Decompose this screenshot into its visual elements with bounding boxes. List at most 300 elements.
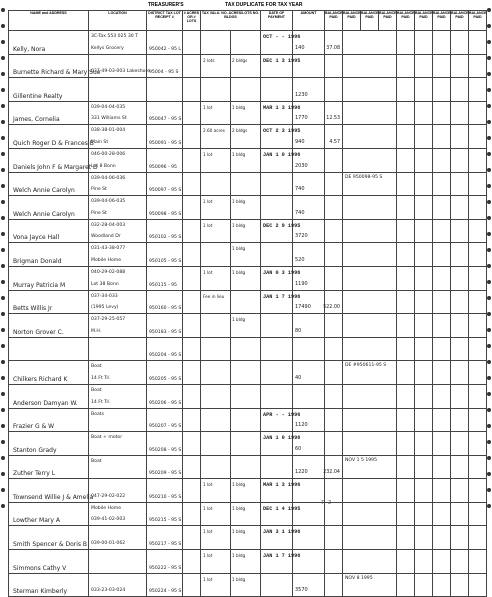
empty-balance-cell	[415, 502, 433, 526]
taxpayer-name: Welch Annie Carolyn	[13, 187, 75, 195]
receipt-number: 950042 - 95 L	[149, 46, 181, 52]
date-cell	[261, 266, 301, 290]
empty-balance-cell	[433, 290, 451, 314]
empty-balance-cell	[469, 479, 487, 503]
empty-balance-cell	[469, 455, 487, 479]
location-line-1: Mobile Home	[91, 505, 122, 511]
col-name: NAME and ADDRESS	[9, 11, 89, 31]
amount-cell	[293, 314, 325, 338]
table-row	[9, 337, 487, 361]
empty-balance-cell	[397, 219, 415, 243]
receipt-number: 950209 - 95 S	[149, 471, 182, 477]
empty-balance-cell	[433, 125, 451, 149]
receipt-number: 950047 - 95 S	[149, 117, 182, 123]
payment-amount: 940	[295, 138, 305, 145]
district-cell	[147, 243, 183, 267]
amount-cell	[293, 337, 325, 361]
receipt-number: 950091 - 95 S	[149, 140, 182, 146]
location-cell	[89, 408, 147, 432]
note-cell	[343, 290, 397, 314]
location-cell	[89, 78, 147, 102]
note-cell	[343, 101, 397, 125]
lots-value: 1 lot	[203, 576, 213, 582]
lots-value: 1 lot	[203, 104, 213, 110]
table-row	[9, 219, 487, 243]
amount-cell	[293, 266, 325, 290]
table-row	[9, 384, 487, 408]
location-cell	[89, 31, 147, 55]
empty-balance-cell	[433, 384, 451, 408]
balance-value: 232.04	[323, 470, 340, 476]
receipt-number: 950207 - 95 S	[149, 424, 182, 430]
name-cell	[9, 243, 89, 267]
empty-balance-cell	[433, 148, 451, 172]
empty-balance-cell	[433, 101, 451, 125]
annotation: DE #950611-95 S	[345, 363, 387, 369]
date-cell	[261, 314, 293, 338]
empty-balance-cell	[451, 314, 469, 338]
location-cell	[89, 266, 147, 290]
empty-balance-cell	[415, 243, 433, 267]
district-cell	[147, 384, 183, 408]
taxpayer-name: Lowther Mary A	[13, 517, 60, 525]
district-cell	[147, 432, 183, 456]
location-cell	[89, 455, 147, 479]
balance-cell	[325, 550, 343, 574]
feed-hole	[1, 104, 5, 108]
feed-hole	[1, 264, 5, 268]
empty-balance-cell	[469, 432, 487, 456]
lots-value: 1 lot	[203, 222, 213, 228]
note-cell	[343, 337, 397, 361]
buildings-value: 1 bldg	[232, 576, 246, 582]
tax-ledger-table	[8, 10, 487, 597]
location-cell	[89, 101, 147, 125]
lots-cell	[201, 125, 231, 149]
receipt-number: 950098 - 95 S	[149, 211, 182, 217]
lots-value: 1 lot	[203, 505, 213, 511]
amount-cell	[293, 148, 325, 172]
buildings-value: 1 bldg	[232, 104, 246, 110]
amount-cell	[293, 526, 325, 550]
district-cell	[147, 550, 183, 574]
amount-cell	[293, 78, 325, 102]
taxpayer-name: Simmons Cathy V	[13, 564, 67, 572]
acres-cell	[183, 526, 201, 550]
acres-cell	[183, 78, 201, 102]
buildings-cell	[231, 196, 261, 220]
buildings-value: 1 bldg	[232, 222, 246, 228]
annotation: NOV 1 5 1995	[345, 457, 378, 463]
lots-cell	[201, 432, 231, 456]
table-row	[9, 101, 487, 125]
taxpayer-name: Vona Jayce Hall	[13, 234, 60, 242]
feed-hole	[487, 8, 491, 12]
buildings-cell	[231, 243, 261, 267]
feed-hole	[1, 136, 5, 140]
payment-date-stamp: OCT - - 1996	[263, 34, 301, 40]
receipt-number: 950215 - 95 S	[149, 518, 182, 524]
buildings-cell	[231, 502, 261, 526]
location-line-2: Main St	[91, 139, 109, 145]
note-cell	[343, 148, 397, 172]
amount-cell	[293, 219, 325, 243]
buildings-value: 1 bldg	[232, 553, 246, 559]
buildings-cell	[231, 550, 261, 574]
date-cell	[261, 78, 293, 102]
balance-cell	[325, 314, 343, 338]
feed-hole	[487, 488, 491, 492]
payment-date-stamp: JAN 3 1 1996	[263, 529, 301, 536]
table-row	[9, 196, 487, 220]
district-cell	[147, 219, 183, 243]
taxpayer-name: James, Cornelia	[13, 116, 60, 124]
table-row	[9, 502, 487, 526]
payment-amount: 2030	[295, 162, 308, 169]
payment-amount: 1190	[295, 280, 308, 287]
payment-amount: 740	[295, 209, 305, 216]
district-cell	[147, 502, 183, 526]
lots-value: 1 lot	[203, 151, 213, 157]
balance-cell	[325, 219, 343, 243]
lots-value: Fee in lieu	[203, 293, 225, 299]
empty-balance-cell	[415, 526, 433, 550]
empty-balance-cell	[433, 526, 451, 550]
name-cell	[9, 196, 89, 220]
empty-balance-cell	[397, 54, 415, 78]
buildings-cell	[231, 125, 261, 149]
name-cell	[9, 78, 89, 102]
empty-balance-cell	[469, 196, 487, 220]
feed-hole	[487, 136, 491, 140]
feed-hole	[1, 312, 5, 316]
acres-cell	[183, 125, 201, 149]
amount-cell	[293, 479, 325, 503]
location-line-2: M.H.	[91, 328, 102, 334]
empty-balance-cell	[451, 361, 469, 385]
table-row	[9, 432, 487, 456]
col-location: LOCATION	[89, 11, 147, 31]
empty-balance-cell	[469, 550, 487, 574]
location-line-1: Boat + motor	[91, 435, 123, 441]
location-line-2: 039-41-02-003	[91, 517, 126, 523]
empty-balance-cell	[415, 290, 433, 314]
feed-hole	[487, 200, 491, 204]
note-cell	[343, 550, 397, 574]
feed-hole	[1, 200, 5, 204]
feed-hole	[487, 264, 491, 268]
date-cell	[261, 526, 301, 550]
amount-cell	[293, 290, 325, 314]
lots-cell	[201, 455, 231, 479]
empty-balance-cell	[397, 502, 415, 526]
page-footer: - 7 - 2	[318, 500, 332, 506]
acres-cell	[183, 550, 201, 574]
location-cell	[89, 573, 147, 597]
empty-balance-cell	[415, 550, 433, 574]
location-cell	[89, 314, 147, 338]
location-line-1: 039-04-04-035	[91, 104, 126, 110]
lots-value: 1 lot	[203, 529, 213, 535]
feed-hole	[1, 168, 5, 172]
name-cell	[9, 384, 89, 408]
empty-balance-cell	[397, 101, 415, 125]
empty-balance-cell	[433, 266, 451, 290]
feed-hole	[487, 152, 491, 156]
receipt-number: 950115 - 95	[149, 282, 177, 288]
location-cell	[89, 172, 147, 196]
note-cell	[343, 573, 397, 597]
location-cell	[89, 361, 147, 385]
taxpayer-name: Betts Willis Jr	[13, 305, 53, 313]
location-cell	[89, 125, 147, 149]
note-cell	[343, 408, 397, 432]
buildings-cell	[231, 172, 261, 196]
feed-hole	[1, 328, 5, 332]
empty-balance-cell	[433, 361, 451, 385]
date-cell	[261, 337, 293, 361]
payment-date-stamp: JAN 1 0 1996	[263, 435, 301, 442]
location-line-2: Mobile Home	[91, 257, 122, 263]
taxpayer-name: Norton Grover C.	[13, 328, 64, 336]
receipt-number: 950224 - 95 S	[149, 589, 182, 595]
amount-cell	[293, 243, 325, 267]
buildings-value: 1 bldg	[232, 529, 246, 535]
feed-hole	[1, 504, 5, 508]
feed-hole	[487, 392, 491, 396]
feed-hole	[1, 392, 5, 396]
empty-balance-cell	[397, 550, 415, 574]
balance-cell	[325, 432, 343, 456]
district-cell	[147, 196, 183, 220]
note-cell	[343, 31, 397, 55]
receipt-number: 950105 - 95 S	[149, 258, 182, 264]
taxpayer-name: Chilkers Richard K	[13, 375, 68, 383]
lots-cell	[201, 573, 231, 597]
district-cell	[147, 266, 183, 290]
name-cell	[9, 455, 89, 479]
location-cell	[89, 502, 147, 526]
feed-hole	[1, 280, 5, 284]
taxpayer-name: Zuther Terry L	[13, 470, 56, 478]
table-row	[9, 361, 487, 385]
acres-cell	[183, 408, 201, 432]
feed-hole	[1, 408, 5, 412]
feed-hole	[1, 296, 5, 300]
location-line-2: 033-23-03-024	[91, 588, 126, 594]
empty-balance-cell	[415, 337, 433, 361]
empty-balance-cell	[451, 337, 469, 361]
col-acres: # ACRES OR # LOTS	[183, 11, 201, 31]
district-cell	[147, 337, 183, 361]
lots-value: 1 lot	[203, 482, 213, 488]
amount-cell	[293, 455, 325, 479]
col-balance-9: BALANCE PAID	[469, 11, 487, 31]
buildings-cell	[231, 526, 261, 550]
feed-hole	[1, 248, 5, 252]
empty-balance-cell	[397, 196, 415, 220]
payment-date-stamp: JAN 1 7 1996	[263, 293, 301, 300]
receipt-number: 950208 - 95 S	[149, 447, 182, 453]
empty-balance-cell	[451, 31, 469, 55]
table-row	[9, 125, 487, 149]
buildings-cell	[231, 408, 261, 432]
balance-cell	[325, 101, 343, 125]
date-cell	[261, 219, 301, 243]
lots-cell	[201, 314, 231, 338]
acres-cell	[183, 361, 201, 385]
empty-balance-cell	[451, 148, 469, 172]
col-district: DISTRICT TAX LOT RECEIPT #	[147, 11, 183, 31]
table-row	[9, 243, 487, 267]
feed-hole	[487, 248, 491, 252]
empty-balance-cell	[415, 361, 433, 385]
buildings-value: 1 bldg	[232, 317, 246, 323]
taxpayer-name: Frazier G & W	[13, 423, 55, 431]
location-cell	[89, 148, 147, 172]
lots-cell	[201, 408, 231, 432]
empty-balance-cell	[469, 573, 487, 597]
note-cell	[343, 314, 397, 338]
location-line-2: Pine St	[91, 210, 107, 216]
lots-cell	[201, 243, 231, 267]
empty-balance-cell	[415, 31, 433, 55]
empty-balance-cell	[397, 290, 415, 314]
feed-hole	[487, 88, 491, 92]
date-cell	[261, 455, 293, 479]
buildings-cell	[231, 573, 261, 597]
location-cell	[89, 196, 147, 220]
date-cell	[261, 172, 293, 196]
empty-balance-cell	[433, 196, 451, 220]
empty-balance-cell	[415, 219, 433, 243]
empty-balance-cell	[433, 550, 451, 574]
note-cell	[343, 266, 397, 290]
name-cell	[9, 125, 94, 149]
feed-hole	[487, 120, 491, 124]
name-cell	[9, 479, 94, 503]
empty-balance-cell	[397, 526, 415, 550]
feed-hole	[1, 344, 5, 348]
taxpayer-name: Anderson Damyan W.	[13, 399, 78, 407]
date-cell	[261, 502, 301, 526]
empty-balance-cell	[451, 78, 469, 102]
location-line-1: Boat	[91, 364, 102, 370]
note-cell	[343, 432, 397, 456]
empty-balance-cell	[397, 337, 415, 361]
feed-hole	[1, 88, 5, 92]
empty-balance-cell	[469, 148, 487, 172]
empty-balance-cell	[451, 550, 469, 574]
empty-balance-cell	[415, 78, 433, 102]
payment-date-stamp: OCT 2 3 1995	[263, 128, 301, 135]
empty-balance-cell	[433, 219, 451, 243]
payment-date-stamp: DEC 2 9 1995	[263, 222, 301, 229]
feed-hole	[487, 360, 491, 364]
lots-cell	[201, 384, 231, 408]
table-row	[9, 573, 487, 597]
payment-amount: 1220	[295, 469, 308, 476]
acres-cell	[183, 314, 201, 338]
acres-cell	[183, 172, 201, 196]
empty-balance-cell	[469, 408, 487, 432]
buildings-value: 1 bldg	[232, 246, 246, 252]
balance-cell	[325, 243, 343, 267]
feed-hole	[1, 488, 5, 492]
balance-cell	[325, 172, 343, 196]
payment-amount: 60	[295, 445, 302, 452]
district-cell	[147, 573, 183, 597]
receipt-number: 950096 - 95	[149, 164, 177, 170]
taxpayer-name: Stanton Grady	[13, 446, 57, 454]
taxpayer-name: Sterman Kimberly	[13, 588, 68, 596]
empty-balance-cell	[415, 148, 433, 172]
empty-balance-cell	[415, 101, 433, 125]
acres-cell	[183, 337, 201, 361]
payment-amount: 1230	[295, 91, 308, 98]
empty-balance-cell	[451, 408, 469, 432]
empty-balance-cell	[433, 314, 451, 338]
amount-cell	[293, 384, 325, 408]
location-line-1: 037-29-25-057	[91, 317, 126, 323]
feed-hole	[1, 40, 5, 44]
col-balance-7: BALANCE PAID	[433, 11, 451, 31]
empty-balance-cell	[415, 432, 433, 456]
acres-cell	[183, 31, 201, 55]
table-row	[9, 172, 487, 196]
empty-balance-cell	[397, 148, 415, 172]
payment-amount: 3720	[295, 233, 308, 240]
location-cell	[89, 54, 151, 78]
buildings-value: 1 bldg	[232, 199, 246, 205]
lots-cell	[201, 196, 231, 220]
ledger-body	[9, 31, 487, 597]
empty-balance-cell	[451, 125, 469, 149]
receipt-number: 95004 - 95 S	[149, 70, 179, 76]
empty-balance-cell	[469, 101, 487, 125]
balance-cell	[325, 408, 343, 432]
receipt-number: 950210 - 95 S	[149, 494, 182, 500]
name-cell	[9, 148, 98, 172]
acres-cell	[183, 219, 201, 243]
note-cell	[343, 502, 397, 526]
feed-hole	[487, 168, 491, 172]
lots-cell	[201, 337, 231, 361]
location-line-1: Boats	[91, 411, 104, 417]
acres-cell	[183, 573, 201, 597]
feed-hole	[487, 184, 491, 188]
amount-cell	[293, 101, 325, 125]
payment-date-stamp: DEC 1 3 1995	[263, 57, 301, 64]
empty-balance-cell	[415, 172, 433, 196]
lots-cell	[201, 172, 231, 196]
empty-balance-cell	[415, 125, 433, 149]
lots-value: 2.60 acres	[203, 128, 225, 134]
empty-balance-cell	[451, 290, 469, 314]
empty-balance-cell	[433, 337, 451, 361]
location-line-1: 032-28-04-003	[91, 222, 126, 228]
empty-balance-cell	[451, 526, 469, 550]
empty-balance-cell	[397, 573, 415, 597]
receipt-number: 950097 - 95 S	[149, 188, 182, 194]
location-cell	[89, 550, 147, 574]
empty-balance-cell	[397, 479, 415, 503]
empty-balance-cell	[415, 266, 433, 290]
buildings-cell	[231, 337, 261, 361]
feed-hole	[1, 8, 5, 12]
empty-balance-cell	[433, 54, 451, 78]
date-cell	[261, 408, 301, 432]
